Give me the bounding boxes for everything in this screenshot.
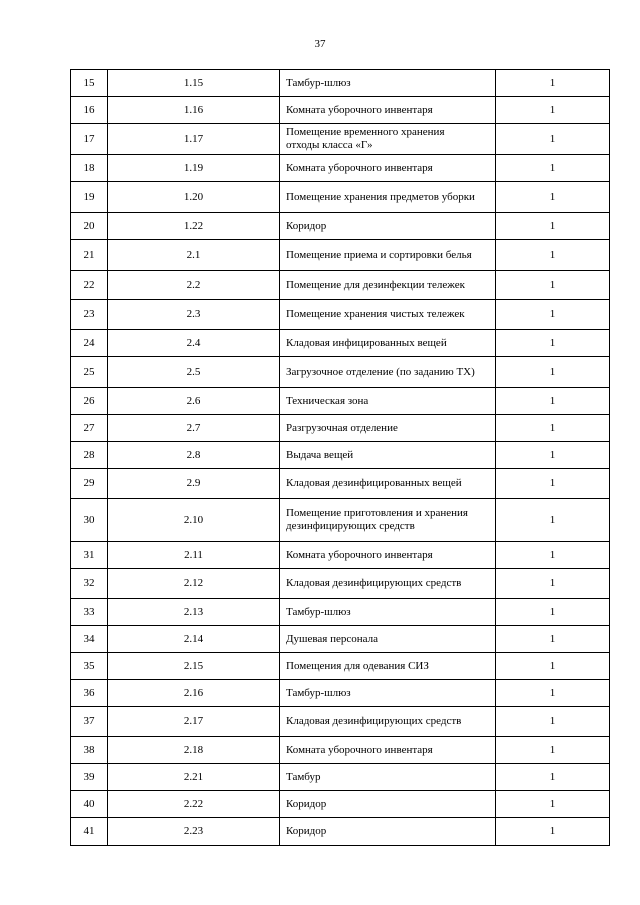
table-row	[71, 357, 610, 388]
room-quantity-cell	[496, 182, 610, 213]
room-quantity: 1	[549, 743, 556, 756]
room-quantity-cell	[496, 388, 610, 415]
room-code: 2.18	[183, 743, 204, 756]
room-code-cell	[108, 330, 280, 357]
row-number: 16	[83, 103, 95, 116]
room-code-cell	[108, 213, 280, 240]
room-name-cell	[280, 626, 496, 653]
room-quantity-cell	[496, 818, 610, 846]
room-quantity-cell	[496, 271, 610, 300]
room-name-cell	[280, 70, 496, 97]
row-number: 18	[83, 161, 95, 174]
room-name-cell	[280, 542, 496, 569]
table-row	[71, 97, 610, 124]
row-number-cell	[71, 569, 108, 599]
room-name-cell	[280, 569, 496, 599]
room-code-cell	[108, 569, 280, 599]
room-code-cell	[108, 469, 280, 499]
room-name-cell	[280, 653, 496, 680]
room-name-cell	[280, 599, 496, 626]
room-quantity-cell	[496, 626, 610, 653]
room-quantity-cell	[496, 70, 610, 97]
table-row	[71, 542, 610, 569]
room-quantity-cell	[496, 469, 610, 499]
room-code-cell	[108, 818, 280, 846]
room-name-cell	[280, 442, 496, 469]
row-number: 36	[83, 686, 95, 699]
room-quantity-cell	[496, 213, 610, 240]
room-name-cell	[280, 240, 496, 271]
room-quantity-cell	[496, 569, 610, 599]
room-name-cell	[280, 155, 496, 182]
room-quantity: 1	[549, 103, 556, 116]
room-code: 2.21	[183, 770, 204, 783]
room-quantity-cell	[496, 707, 610, 737]
room-name: Тамбур-шлюз	[286, 76, 351, 89]
table-row	[71, 626, 610, 653]
room-name-cell	[280, 791, 496, 818]
row-number-cell	[71, 737, 108, 764]
room-code: 2.6	[186, 394, 201, 407]
room-code-cell	[108, 542, 280, 569]
room-code-cell	[108, 499, 280, 542]
room-code-cell	[108, 240, 280, 271]
room-name: Комната уборочного инвентаря	[286, 103, 433, 116]
room-quantity-cell	[496, 415, 610, 442]
row-number: 34	[83, 632, 95, 645]
row-number-cell	[71, 240, 108, 271]
room-quantity: 1	[549, 548, 556, 561]
table-row	[71, 271, 610, 300]
room-name-cell	[280, 97, 496, 124]
room-quantity: 1	[549, 477, 556, 489]
room-name-cell	[280, 330, 496, 357]
room-quantity: 1	[549, 770, 556, 783]
table-row	[71, 599, 610, 626]
room-code: 2.8	[186, 448, 201, 461]
room-code: 2.14	[183, 632, 204, 645]
room-quantity-cell	[496, 653, 610, 680]
row-number-cell	[71, 271, 108, 300]
room-code-cell	[108, 300, 280, 330]
room-code: 1.19	[183, 161, 204, 174]
row-number-cell	[71, 818, 108, 846]
room-code-cell	[108, 791, 280, 818]
room-code-cell	[108, 182, 280, 213]
room-code: 1.20	[183, 190, 204, 203]
table-row	[71, 155, 610, 182]
room-quantity-cell	[496, 737, 610, 764]
room-name: Комната уборочного инвентаря	[286, 743, 433, 756]
table-row	[71, 124, 610, 155]
room-name-cell	[280, 357, 496, 388]
room-code-cell	[108, 737, 280, 764]
room-quantity: 1	[549, 421, 556, 434]
row-number: 31	[83, 548, 95, 561]
room-code: 2.10	[183, 513, 204, 526]
table-row	[71, 791, 610, 818]
table-row	[71, 569, 610, 599]
room-name: Тамбур-шлюз	[286, 605, 351, 618]
row-number-cell	[71, 300, 108, 330]
room-code: 2.1	[186, 248, 201, 261]
room-quantity: 1	[549, 308, 556, 320]
room-code-cell	[108, 707, 280, 737]
row-number: 29	[83, 477, 95, 489]
room-code-cell	[108, 415, 280, 442]
room-quantity-cell	[496, 300, 610, 330]
row-number-cell	[71, 764, 108, 791]
room-name: Кладовая дезинфицирующих средств	[286, 577, 462, 589]
row-number: 32	[83, 577, 95, 589]
table-row	[71, 469, 610, 499]
row-number-cell	[71, 97, 108, 124]
room-name: Душевая персонала	[286, 632, 378, 645]
room-quantity: 1	[549, 336, 556, 349]
row-number-cell	[71, 330, 108, 357]
room-code-cell	[108, 653, 280, 680]
row-number: 19	[83, 190, 95, 203]
room-quantity: 1	[549, 219, 556, 232]
room-code-cell	[108, 271, 280, 300]
room-name-cell	[280, 300, 496, 330]
room-name-cell	[280, 271, 496, 300]
table-row	[71, 707, 610, 737]
room-code: 2.2	[186, 278, 201, 291]
room-name-cell	[280, 707, 496, 737]
table-row	[71, 330, 610, 357]
row-number-cell	[71, 791, 108, 818]
table-row	[71, 182, 610, 213]
room-code: 2.12	[183, 577, 204, 589]
row-number-cell	[71, 499, 108, 542]
table-row	[71, 818, 610, 846]
room-quantity: 1	[549, 394, 556, 407]
room-name: Помещение хранения чистых тележек	[286, 308, 465, 320]
room-code: 2.11	[184, 548, 203, 561]
room-quantity-cell	[496, 499, 610, 542]
table-row	[71, 653, 610, 680]
row-number-cell	[71, 707, 108, 737]
room-code-cell	[108, 442, 280, 469]
row-number-cell	[71, 182, 108, 213]
room-name-cell	[280, 764, 496, 791]
room-name: Разгрузочная отделение	[286, 421, 398, 434]
room-quantity: 1	[549, 715, 556, 727]
room-name: Комната уборочного инвентаря	[286, 548, 433, 561]
table-row	[71, 388, 610, 415]
room-name: Кладовая дезинфицированных вещей	[286, 477, 462, 489]
room-code: 2.3	[186, 308, 201, 320]
row-number: 38	[83, 743, 95, 756]
row-number: 35	[83, 659, 95, 672]
room-code-cell	[108, 388, 280, 415]
row-number-cell	[71, 415, 108, 442]
row-number-cell	[71, 357, 108, 388]
room-name: Кладовая дезинфицирующих средств	[286, 715, 462, 727]
room-quantity: 1	[549, 632, 556, 645]
row-number: 40	[83, 797, 95, 810]
room-code-cell	[108, 97, 280, 124]
room-quantity: 1	[549, 659, 556, 672]
room-code-cell	[108, 626, 280, 653]
row-number-cell	[71, 155, 108, 182]
room-code: 1.17	[183, 132, 204, 145]
table-row	[71, 680, 610, 707]
room-name: Помещение временного хранения отходы класса «Г»	[286, 126, 445, 151]
room-quantity: 1	[549, 132, 556, 145]
table-row	[71, 764, 610, 791]
room-quantity-cell	[496, 599, 610, 626]
row-number: 41	[83, 825, 95, 837]
room-quantity-cell	[496, 764, 610, 791]
page-number: 37	[314, 38, 326, 50]
row-number-cell	[71, 680, 108, 707]
room-quantity-cell	[496, 791, 610, 818]
room-name-cell	[280, 415, 496, 442]
row-number-cell	[71, 213, 108, 240]
room-code: 2.13	[183, 605, 204, 618]
table-row	[71, 213, 610, 240]
room-name: Выдача вещей	[286, 448, 354, 461]
row-number: 27	[83, 421, 95, 434]
room-code: 2.22	[183, 797, 204, 810]
room-name: Помещение приготовления и хранения дезинфицирующих средств	[286, 507, 468, 532]
room-code: 2.15	[183, 659, 204, 672]
room-quantity-cell	[496, 357, 610, 388]
room-name: Тамбур	[286, 770, 321, 783]
room-quantity: 1	[549, 448, 556, 461]
room-name: Коридор	[286, 825, 327, 837]
room-name-cell	[280, 213, 496, 240]
room-quantity: 1	[549, 365, 556, 378]
room-quantity: 1	[549, 686, 556, 699]
room-name: Помещение приема и сортировки белья	[286, 248, 472, 261]
table-row	[71, 415, 610, 442]
row-number: 33	[83, 605, 95, 618]
room-name-cell	[280, 680, 496, 707]
room-name-cell	[280, 818, 496, 846]
row-number: 39	[83, 770, 95, 783]
row-number: 20	[83, 219, 95, 232]
row-number: 22	[83, 278, 95, 291]
row-number-cell	[71, 124, 108, 155]
row-number: 26	[83, 394, 95, 407]
table-row	[71, 737, 610, 764]
room-quantity-cell	[496, 240, 610, 271]
room-quantity: 1	[549, 825, 556, 837]
row-number-cell	[71, 388, 108, 415]
room-code: 2.5	[186, 365, 201, 378]
row-number: 30	[83, 513, 95, 526]
room-quantity-cell	[496, 442, 610, 469]
room-quantity: 1	[549, 248, 556, 261]
row-number: 24	[83, 336, 95, 349]
room-quantity: 1	[549, 76, 556, 89]
room-name: Кладовая инфицированных вещей	[286, 336, 447, 349]
room-quantity: 1	[549, 190, 556, 203]
table-row	[71, 240, 610, 271]
row-number: 15	[83, 76, 95, 89]
row-number: 23	[83, 308, 95, 320]
row-number: 21	[83, 248, 95, 261]
table-body	[71, 70, 610, 846]
table-row	[71, 499, 610, 542]
table-row	[71, 300, 610, 330]
row-number-cell	[71, 626, 108, 653]
room-quantity: 1	[549, 797, 556, 810]
room-name-cell	[280, 469, 496, 499]
room-code: 1.15	[183, 76, 204, 89]
row-number-cell	[71, 70, 108, 97]
row-number: 28	[83, 448, 95, 461]
row-number: 25	[83, 365, 95, 378]
room-code-cell	[108, 155, 280, 182]
room-code: 1.16	[183, 103, 204, 116]
room-quantity-cell	[496, 680, 610, 707]
row-number-cell	[71, 469, 108, 499]
room-quantity: 1	[549, 278, 556, 291]
room-code: 2.23	[183, 825, 204, 837]
room-quantity-cell	[496, 330, 610, 357]
room-code-cell	[108, 124, 280, 155]
row-number-cell	[71, 653, 108, 680]
room-code: 2.17	[183, 715, 204, 727]
room-name-cell	[280, 499, 496, 542]
room-quantity: 1	[549, 161, 556, 174]
row-number: 37	[83, 715, 95, 727]
room-code: 2.9	[186, 477, 201, 489]
rooms-table	[70, 69, 610, 846]
room-name: Помещение хранения предметов уборки	[286, 190, 475, 203]
room-code: 2.7	[186, 421, 201, 434]
room-quantity: 1	[549, 605, 556, 618]
row-number-cell	[71, 542, 108, 569]
room-code-cell	[108, 764, 280, 791]
room-code-cell	[108, 357, 280, 388]
row-number-cell	[71, 599, 108, 626]
room-name: Коридор	[286, 219, 327, 232]
room-code-cell	[108, 680, 280, 707]
row-number: 17	[83, 132, 95, 145]
table-row	[71, 70, 610, 97]
room-quantity-cell	[496, 97, 610, 124]
room-quantity: 1	[549, 577, 556, 589]
row-number-cell	[71, 442, 108, 469]
room-name-cell	[280, 388, 496, 415]
room-name: Комната уборочного инвентаря	[286, 161, 433, 174]
room-quantity-cell	[496, 155, 610, 182]
room-code-cell	[108, 599, 280, 626]
room-name: Тамбур-шлюз	[286, 686, 351, 699]
room-name: Коридор	[286, 797, 327, 810]
room-name: Помещения для одевания СИЗ	[286, 659, 429, 672]
room-quantity-cell	[496, 542, 610, 569]
room-name-cell	[280, 182, 496, 213]
room-quantity: 1	[549, 513, 556, 526]
room-name-cell	[280, 124, 496, 155]
room-code: 2.16	[183, 686, 204, 699]
room-name: Техническая зона	[286, 394, 369, 407]
room-code: 2.4	[186, 336, 201, 349]
room-name: Загрузочное отделение (по заданию ТХ)	[286, 365, 475, 378]
room-quantity-cell	[496, 124, 610, 155]
table-row	[71, 442, 610, 469]
room-name-cell	[280, 737, 496, 764]
room-code-cell	[108, 70, 280, 97]
room-code: 1.22	[183, 219, 204, 232]
room-name: Помещение для дезинфекции тележек	[286, 278, 465, 291]
